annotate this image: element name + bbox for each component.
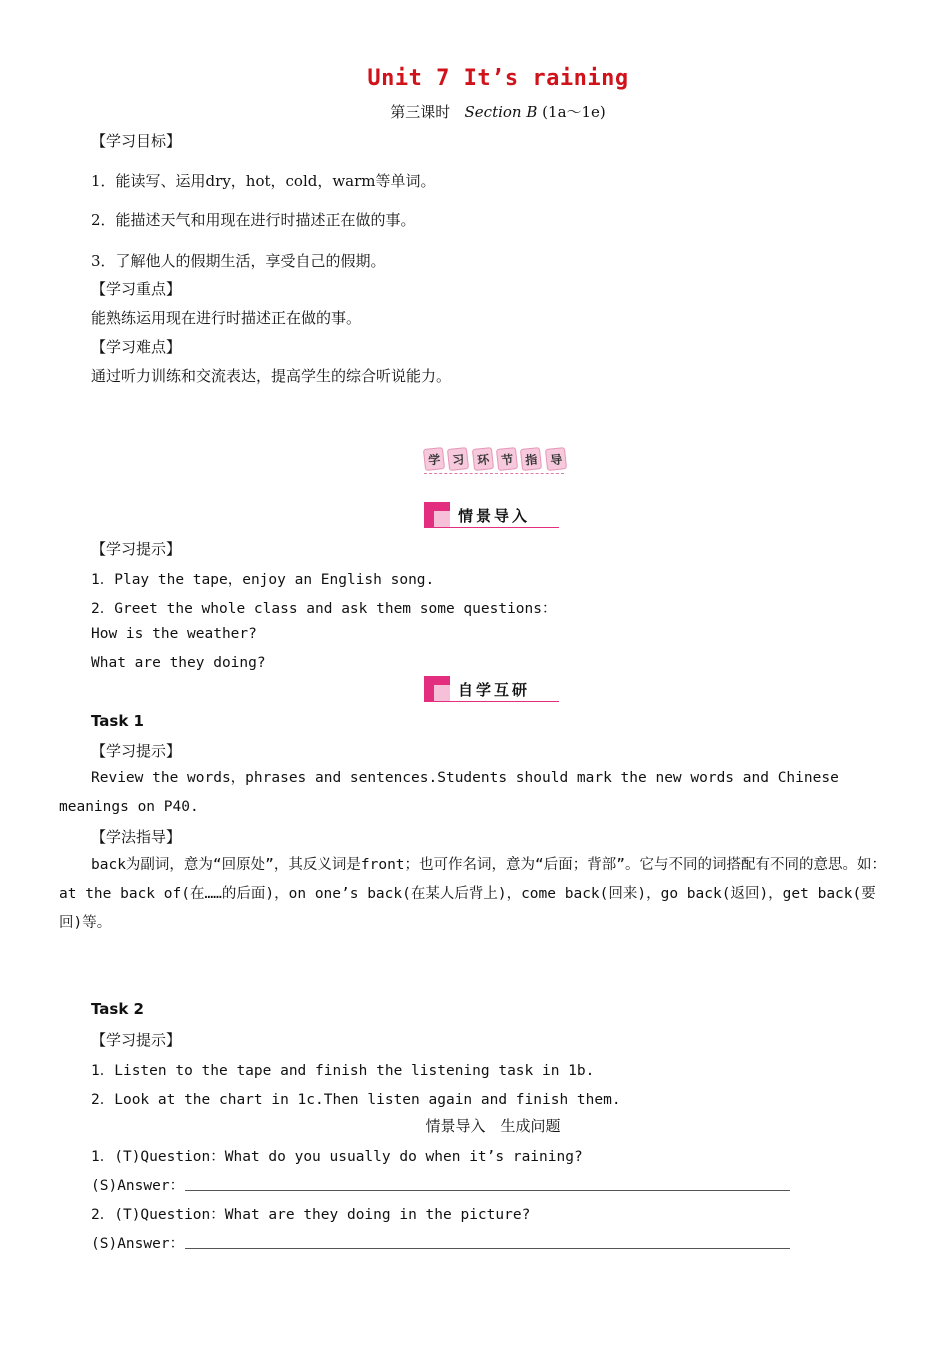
question-line: 1．(T)Question：What do you usually do when it’s raining? — [91, 1149, 583, 1165]
task-title: Task 1 — [91, 712, 144, 730]
answer-label: (S)Answer： — [91, 1236, 185, 1252]
banner-char: 学 — [423, 447, 446, 471]
section-label: 情景导入 — [458, 507, 531, 525]
hint-line: 1．Play the tape，enjoy an English song. — [91, 572, 435, 588]
objective-item: 1．能读写、运用dry，hot，cold，warm等单词。 — [91, 172, 436, 190]
section-underline — [450, 701, 559, 702]
answer-blank-line[interactable] — [185, 1248, 790, 1249]
difficulties-text: 通过听力训练和交流表达，提高学生的综合听说能力。 — [91, 367, 452, 385]
banner-char: 习 — [447, 447, 470, 471]
hint-line: 2．Greet the whole class and ask them some questions： — [91, 601, 557, 617]
page-title: Unit 7 It’s raining — [367, 66, 629, 91]
key-points-heading: 【学习重点】 — [91, 280, 182, 298]
hint-line: How is the weather? — [91, 626, 257, 642]
section-header-intro — [424, 502, 559, 530]
answer-label: (S)Answer： — [91, 1178, 185, 1194]
objective-item: 2．能描述天气和用现在进行时描述正在做的事。 — [91, 211, 416, 229]
section-range: (1a～1e) — [542, 103, 606, 121]
banner-char: 节 — [496, 447, 519, 471]
section-header-self-study — [424, 676, 559, 704]
section-label: 自学互研 — [458, 681, 531, 699]
task-title: Task 2 — [91, 1000, 144, 1018]
objectives-heading: 【学习目标】 — [91, 132, 182, 150]
objective-item: 3．了解他人的假期生活，享受自己的假期。 — [91, 252, 386, 270]
hint-line: 2．Look at the chart in 1c.Then listen again and finish them. — [91, 1092, 621, 1108]
method-heading: 【学法指导】 — [91, 828, 182, 846]
hint-heading: 【学习提示】 — [91, 742, 182, 760]
question-line: 2．(T)Question：What are they doing in the picture? — [91, 1207, 531, 1223]
banner-char: 环 — [472, 447, 495, 471]
center-heading: 情景导入 生成问题 — [425, 1117, 561, 1135]
task1-method-text: back为副词，意为“回原处”，其反义词是front；也可作名词，意为“后面；背部”。它与不同的词搭配有不同的意思。如：at the back of(在……的后面)，on one’s back(在某人后背上)，come back(回来)，go back(返回)，get back(要回)等。 — [59, 857, 886, 931]
guide-banner — [420, 448, 566, 474]
banner-char: 导 — [545, 447, 568, 471]
lesson-number: 第三课时 — [390, 103, 451, 121]
hint-heading: 【学习提示】 — [91, 540, 182, 558]
hint-line: What are they doing? — [91, 655, 266, 671]
hint-heading: 【学习提示】 — [91, 1031, 182, 1049]
lesson-subtitle — [0, 101, 950, 122]
banner-char: 指 — [520, 447, 543, 471]
key-points-text: 能熟练运用现在进行时描述正在做的事。 — [91, 309, 362, 327]
difficulties-heading: 【学习难点】 — [91, 338, 182, 356]
hint-line: 1．Listen to the tape and finish the listening task in 1b. — [91, 1063, 595, 1079]
section-name: Section B — [464, 103, 538, 121]
answer-blank-line[interactable] — [185, 1190, 790, 1191]
section-underline — [450, 527, 559, 528]
banner-underline — [424, 473, 564, 474]
task1-hint-text: Review the words，phrases and sentences.Students should mark the new words and Chinese meanings on P40. — [59, 770, 839, 815]
